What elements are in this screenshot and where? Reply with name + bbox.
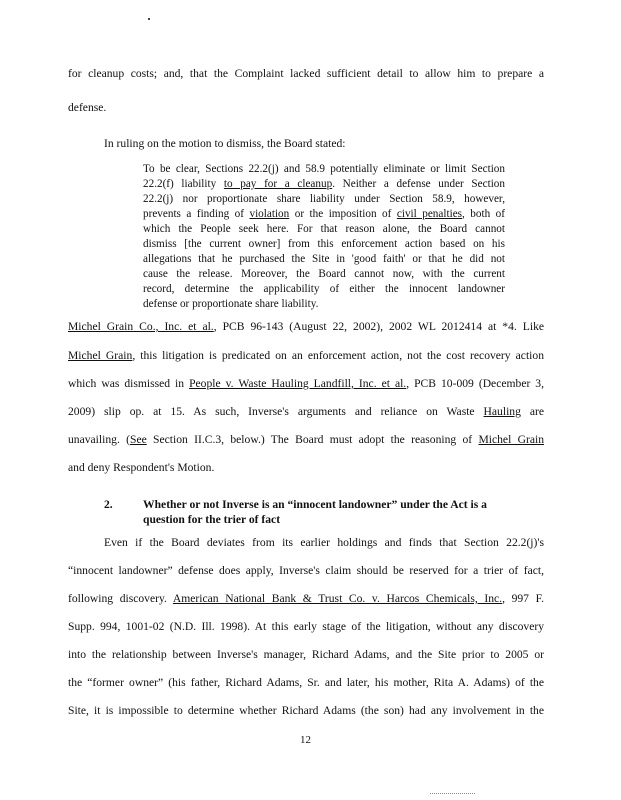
quote-line: dismiss [the current owner] from this enforcement action based on his bbox=[143, 238, 505, 250]
section-heading-line-1: Whether or not Inverse is an “innocent landowner” under the Act is a bbox=[143, 498, 487, 511]
paragraph-4-line: Even if the Board deviates from its earlier holdings and finds that Section 22.2(j)'s bbox=[104, 536, 544, 549]
paragraph-4-line: the “former owner” (his father, Richard Adams, Sr. and later, his mother, Rita A. Adams) of the bbox=[68, 676, 544, 689]
paragraph-4-line: “innocent landowner” defense does apply, Inverse's claim should be reserved for a trier of fact, bbox=[68, 564, 544, 577]
paragraph-4-line: Supp. 994, 1001-02 (N.D. Ill. 1998). At this early stage of the litigation, without any discovery bbox=[68, 620, 544, 633]
quote-line: 22.2(f) liability to pay for a cleanup. Neither a defense under Section bbox=[143, 178, 505, 190]
paragraph-2: In ruling on the motion to dismiss, the Board stated: bbox=[104, 137, 346, 150]
paragraph-1-line-2: defense. bbox=[68, 101, 107, 114]
page-number: 12 bbox=[300, 734, 311, 746]
paragraph-3-line: 2009) slip op. at 15. As such, Inverse's arguments and reliance on Waste Hauling are bbox=[68, 405, 544, 418]
quote-line: 22.2(j) nor proportionate share liability under Section 58.9, however, bbox=[143, 193, 505, 205]
quote-line: allegations that he purchased the Site in 'good faith' or that he did not bbox=[143, 253, 505, 265]
paragraph-3-line: unavailing. (See Section II.C.3, below.) The Board must adopt the reasoning of Michel Grain bbox=[68, 433, 544, 446]
section-heading-line-2: question for the trier of fact bbox=[143, 513, 281, 526]
paragraph-4-line: Site, it is impossible to determine whether Richard Adams (the son) had any involvement in the bbox=[68, 704, 544, 717]
quote-line: record, determine the applicability of either the innocent landowner bbox=[143, 283, 505, 295]
paragraph-3-line: Michel Grain, this litigation is predicated on an enforcement action, not the cost recovery action bbox=[68, 349, 544, 362]
quote-line: defense or proportionate share liability. bbox=[143, 298, 319, 310]
section-number: 2. bbox=[104, 498, 113, 511]
scan-artifact bbox=[430, 793, 475, 795]
quote-line: cause the release. Moreover, the Board cannot now, with the current bbox=[143, 268, 505, 280]
paragraph-1-line-1: for cleanup costs; and, that the Complaint lacked sufficient detail to allow him to prepare a bbox=[68, 67, 544, 80]
paragraph-4-line: into the relationship between Inverse's manager, Richard Adams, and the Site prior to 2005 or bbox=[68, 648, 544, 661]
paragraph-3-line: and deny Respondent's Motion. bbox=[68, 461, 215, 474]
paragraph-4-line: following discovery. American National Bank & Trust Co. v. Harcos Chemicals, Inc., 997 F. bbox=[68, 592, 544, 605]
quote-line: which the People seek here. For that reason alone, the Board cannot bbox=[143, 223, 505, 235]
quote-line: To be clear, Sections 22.2(j) and 58.9 potentially eliminate or limit Section bbox=[143, 163, 505, 175]
paragraph-3-line: which was dismissed in People v. Waste Hauling Landfill, Inc. et al., PCB 10-009 (December 3, bbox=[68, 377, 544, 390]
quote-line: prevents a finding of violation or the imposition of civil penalties, both of bbox=[143, 208, 505, 220]
scan-speck bbox=[148, 18, 150, 20]
paragraph-3-line: Michel Grain Co., Inc. et al., PCB 96-143 (August 22, 2002), 2002 WL 2012414 at *4. Like bbox=[68, 320, 545, 333]
